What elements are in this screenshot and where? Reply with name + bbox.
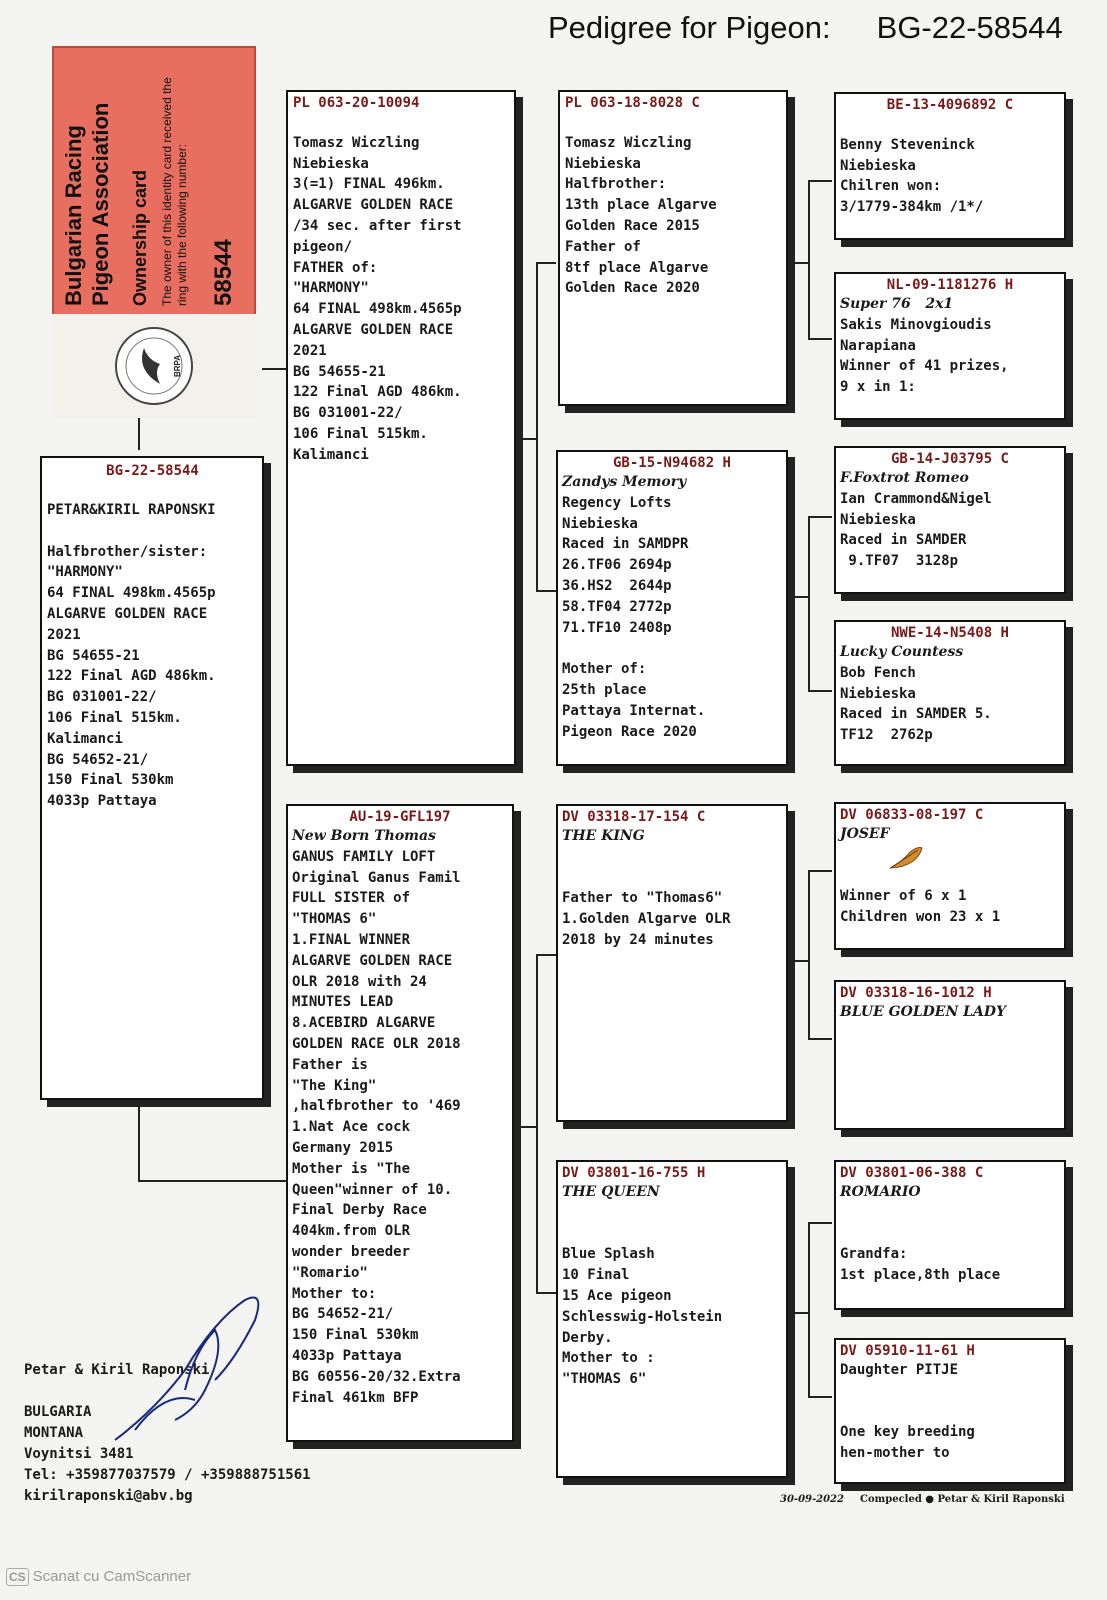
connector	[808, 180, 810, 340]
dss-name: JOSEF	[840, 826, 890, 842]
dds-card	[834, 1160, 1066, 1310]
connector	[516, 438, 536, 440]
dss-details: Winner of 6 x 1 Children won 23 x 1	[840, 888, 1001, 926]
ssd-ring: NL-09-1181276 H	[886, 277, 1014, 293]
footer-date: 30-09-2022	[780, 1494, 844, 1505]
dam-sire-ring: DV 03318-17-154 C	[562, 809, 706, 825]
breeder-info: Petar & Kiril Raponski BULGARIA MONTANA Voynitsi 3481 Tel: +359877037579 / +359888751561 kirilraponski@abv.bg	[24, 1362, 311, 1504]
connector	[808, 516, 810, 692]
subject-details: PETAR&KIRIL RAPONSKI Halfbrother/sister: "HARMONY" 64 FINAL 498km.4565p ALGARVE GOLDEN RACE 2021 BG 54655-21 122 Final AGD 486km. BG 031001-22/ 106 Final 515km. Kalimanci BG 54652-21/ 150 Final 530km 4033p Pattaya	[47, 502, 216, 810]
connector	[808, 870, 832, 872]
sire-sire-ring: PL 063-18-8028 C	[565, 95, 700, 111]
sss-card	[834, 92, 1066, 240]
dds-name: ROMARIO	[840, 1184, 921, 1200]
dam-name: New Born Thomas	[292, 828, 436, 844]
dam-card	[286, 804, 514, 1442]
dam-dam-name: THE QUEEN	[562, 1184, 660, 1200]
camscanner-badge: CS	[6, 1568, 29, 1586]
dds-details: Grandfa: 1st place,8th place	[840, 1246, 1001, 1284]
connector	[536, 1292, 556, 1294]
ownership-ring-number: 58544	[210, 239, 237, 306]
sds-card	[834, 446, 1066, 594]
connector	[536, 262, 556, 264]
dsd-name: BLUE GOLDEN LADY	[840, 1004, 1006, 1020]
dss-ring: DV 06833-08-197 C	[840, 807, 984, 823]
dsd-card	[834, 980, 1066, 1130]
pigeon-id: BG-22-58544	[876, 10, 1063, 45]
sire-ring: PL 063-20-10094	[293, 95, 420, 111]
sire-card	[286, 90, 516, 766]
connector	[536, 590, 556, 592]
sdd-details: Bob Fench Niebieska Raced in SAMDER 5. TF12 2762p	[840, 664, 992, 744]
connector	[808, 1222, 832, 1224]
ssd-card	[834, 272, 1066, 420]
page-title	[548, 10, 1063, 46]
dam-sire-details: Father to "Thomas6" 1.Golden Algarve OLR 2018 by 24 minutes	[562, 890, 731, 948]
ssd-details: Sakis Minovgioudis Narapiana Winner of 41 prizes, 9 x in 1:	[840, 316, 1009, 396]
dam-dam-details: Blue Splash 10 Final 15 Ace pigeon Schlesswig-Holstein Derby. Mother to : "THOMAS 6"	[562, 1246, 723, 1388]
association-name: Bulgarian Racing Pigeon Association	[61, 102, 113, 306]
sdd-name: Lucky Countess	[840, 644, 964, 660]
connector	[536, 954, 556, 956]
subject-ring: BG-22-58544	[106, 463, 199, 479]
sire-sire-card	[558, 90, 788, 406]
connector	[808, 870, 810, 1040]
dds-ring: DV 03801-06-388 C	[840, 1165, 984, 1181]
sire-dam-name: Zandys Memory	[562, 474, 687, 490]
dam-sire-card	[556, 804, 788, 1122]
dsd-ring: DV 03318-16-1012 H	[840, 985, 992, 1001]
sire-details: Tomasz Wiczling Niebieska 3(=1) FINAL 496km. ALGARVE GOLDEN RACE /34 sec. after first pigeon/ FATHER of: "HARMONY" 64 FINAL 498km.4565p ALGARVE GOLDEN RACE 2021 BG 54655-21 122 Final AGD 486km. BG 031001-22/ 106 Final 515km. Kalimanci	[293, 134, 462, 463]
dam-details: GANUS FAMILY LOFT Original Ganus Famil FULL SISTER of "THOMAS 6" 1.FINAL WINNER ALGARVE GOLDEN RACE OLR 2018 with 24 MINUTES LEAD 8.ACEBIRD ALGARVE GOLDEN RACE OLR 2018 Father is "The King" ,halfbrother to '469 1.Nat Ace cock Germany 2015 Mother is "The Queen"winner of 10. Final Derby Race 404km.from OLR wonder breeder "Romario" Mother to: BG 54652-21/ 150 Final 530km 4033p Pattaya BG 60556-20/32.Extra Final 461km BFP	[292, 848, 461, 1406]
dam-ring: AU-19-GFL197	[349, 809, 451, 825]
ssd-name: Super 76 2x1	[840, 296, 954, 312]
connector	[788, 960, 808, 962]
svg-text:BRPA: BRPA	[173, 354, 182, 378]
ownership-card-title: Ownership card	[130, 169, 150, 306]
connector	[788, 596, 808, 598]
connector	[138, 418, 140, 450]
sire-dam-details: Regency Lofts Niebieska Raced in SAMDPR 26.TF06 2694p 36.HS2 2644p 58.TF04 2772p 71.TF10 2408p Mother of: 25th place Pattaya Internat. Pigeon Race 2020	[562, 494, 706, 740]
sss-ring: BE-13-4096892 C	[886, 97, 1014, 113]
subject-card	[40, 456, 264, 1100]
connector	[536, 954, 538, 1294]
connector	[808, 690, 832, 692]
sss-details: Benny Steveninck Niebieska Chilren won: 3/1779-384km /1*/	[840, 136, 984, 216]
ownership-card-text: The owner of this identity card received the ring with the following number:	[160, 77, 189, 306]
ddd-ring: DV 05910-11-61 H	[840, 1343, 975, 1359]
sdd-ring: NWE-14-N5408 H	[890, 625, 1009, 641]
camscanner-label: Scanat cu CamScanner	[32, 1568, 192, 1585]
connector	[808, 338, 832, 340]
ddd-details: Daughter PITJE One key breeding hen-mother to	[840, 1362, 975, 1462]
dam-sire-name: THE KING	[562, 828, 645, 844]
sdd-card	[834, 620, 1066, 766]
connector	[808, 1038, 832, 1040]
sds-name: F.Foxtrot Romeo	[840, 470, 969, 486]
sds-ring: GB-14-J03795 C	[890, 451, 1009, 467]
sire-sire-details: Tomasz Wiczling Niebieska Halfbrother: 13th place Algarve Golden Race 2015 Father of 8tf place Algarve Golden Race 2020	[565, 134, 717, 297]
footer-compiled: Compecled ● Petar & Kiril Raponski	[860, 1494, 1065, 1505]
connector	[138, 1100, 140, 1180]
connector	[808, 1222, 810, 1398]
connector	[808, 516, 832, 518]
sds-details: Ian Crammond&Nigel Niebieska Raced in SAMDER 9.TF07 3128p	[840, 490, 992, 570]
association-logo	[52, 314, 256, 418]
connector	[514, 1126, 536, 1128]
connector	[262, 368, 286, 370]
connector	[536, 262, 538, 592]
dam-dam-ring: DV 03801-16-755 H	[562, 1165, 706, 1181]
dam-dam-card	[556, 1160, 788, 1478]
ddd-card	[834, 1338, 1066, 1484]
connector	[808, 180, 832, 182]
dss-card	[834, 802, 1066, 950]
camscanner-watermark	[6, 1568, 191, 1586]
connector	[808, 1396, 832, 1398]
connector	[138, 1180, 286, 1182]
title-label: Pedigree for Pigeon:	[548, 10, 831, 45]
connector	[788, 1312, 808, 1314]
connector	[788, 262, 808, 264]
signature	[95, 1290, 275, 1450]
sire-dam-ring: GB-15-N94682 H	[612, 455, 731, 471]
feather-icon	[888, 846, 924, 872]
sire-dam-card	[556, 450, 788, 766]
